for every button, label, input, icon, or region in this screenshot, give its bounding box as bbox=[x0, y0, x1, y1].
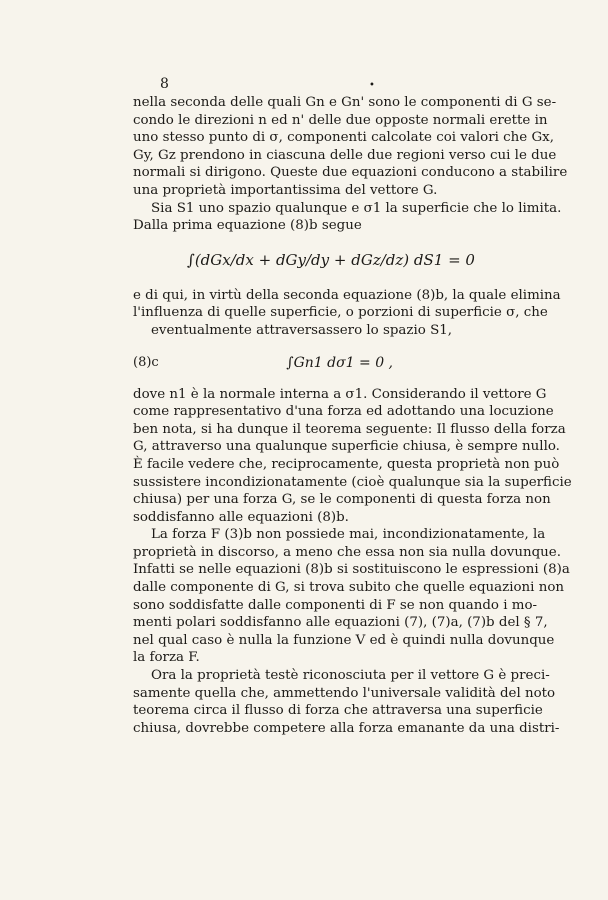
text-line: proprietà in discorso, a meno che essa non sia nulla dovunque. bbox=[133, 544, 561, 560]
text-line: È facile vedere che, reciprocamente, questa proprietà non può bbox=[133, 456, 560, 472]
text-line: normali si dirigono. Queste due equazioni conducono a stabilire bbox=[133, 165, 568, 181]
page-body bbox=[133, 94, 572, 737]
text-line: Dalla prima equazione (8)b segue bbox=[133, 218, 362, 234]
text-line: uno stesso punto di σ, componenti calcolate coi valori che Gx, bbox=[133, 130, 554, 146]
equation-body: ∫Gn1 dσ1 = 0 , bbox=[286, 354, 393, 371]
text-line: come rappresentativo d'una forza ed adottando una locuzione bbox=[133, 404, 554, 420]
text-line: Gy, Gz prendono in ciascuna delle due regioni verso cui le due bbox=[133, 147, 557, 163]
text-line: condo le direzioni n ed n' delle due opposte normali erette in bbox=[133, 112, 548, 128]
text-line: Ora la proprietà testè riconosciuta per il vettore G è preci- bbox=[151, 668, 550, 684]
text-line: sussistere incondizionatamente (cioè qualunque sia la superficie bbox=[133, 474, 572, 490]
printer-mark: • bbox=[369, 80, 375, 91]
text-line: soddisfanno alle equazioni (8)b. bbox=[133, 509, 349, 525]
text-line: la forza F. bbox=[133, 650, 200, 666]
text-line: sono soddisfatte dalle componenti di F se non quando i mo- bbox=[133, 597, 538, 613]
text-line: chiusa) per una forza G, se le componenti di questa forza non bbox=[133, 492, 551, 508]
text-line: eventualmente attraversassero lo spazio S1, bbox=[151, 322, 453, 338]
text-line: ben nota, si ha dunque il teorema seguente: Il flusso della forza bbox=[133, 421, 566, 437]
text-line: Sia S1 uno spazio qualunque e σ1 la superficie che lo limita. bbox=[151, 200, 562, 216]
text-line: una proprietà importantissima del vettore G. bbox=[133, 182, 438, 198]
equation-label: (8)c bbox=[133, 354, 159, 370]
text-line: e di qui, in virtù della seconda equazione (8)b, la quale elimina bbox=[133, 287, 561, 303]
formula-flux-integral bbox=[133, 352, 529, 374]
text-line: Infatti se nelle equazioni (8)b si sostituiscono le espressioni (8)a bbox=[133, 562, 570, 578]
page-number: 8 bbox=[160, 76, 169, 92]
text-line: La forza F (3)b non possiede mai, incondizionatamente, la bbox=[151, 527, 546, 543]
text-line: nella seconda delle quali Gn e Gn' sono le componenti di G se- bbox=[133, 95, 557, 110]
text-line: G, attraverso una qualunque superficie chiusa, è sempre nullo. bbox=[133, 439, 560, 455]
text-line: samente quella che, ammettendo l'universale validità del noto bbox=[133, 685, 556, 701]
formula-divergence-integral: ∫(dGx/dx + dGy/dy + dGz/dz) dS1 = 0 bbox=[187, 250, 475, 269]
text-line: teorema circa il flusso di forza che attraversa una superficie bbox=[133, 703, 543, 719]
text-line: dove n1 è la normale interna a σ1. Considerando il vettore G bbox=[133, 386, 547, 402]
text-line: menti polari soddisfanno alle equazioni (7), (7)a, (7)b del § 7, bbox=[133, 615, 548, 631]
text-line: chiusa, dovrebbe competere alla forza emanante da una distri- bbox=[133, 720, 560, 736]
text-line: dalle componente di G, si trova subito che quelle equazioni non bbox=[133, 580, 565, 596]
text-line: l'influenza di quelle superficie, o porzioni di superficie σ, che bbox=[133, 305, 548, 321]
text-line: nel qual caso è nulla la funzione V ed è quindi nulla dovunque bbox=[133, 632, 555, 648]
